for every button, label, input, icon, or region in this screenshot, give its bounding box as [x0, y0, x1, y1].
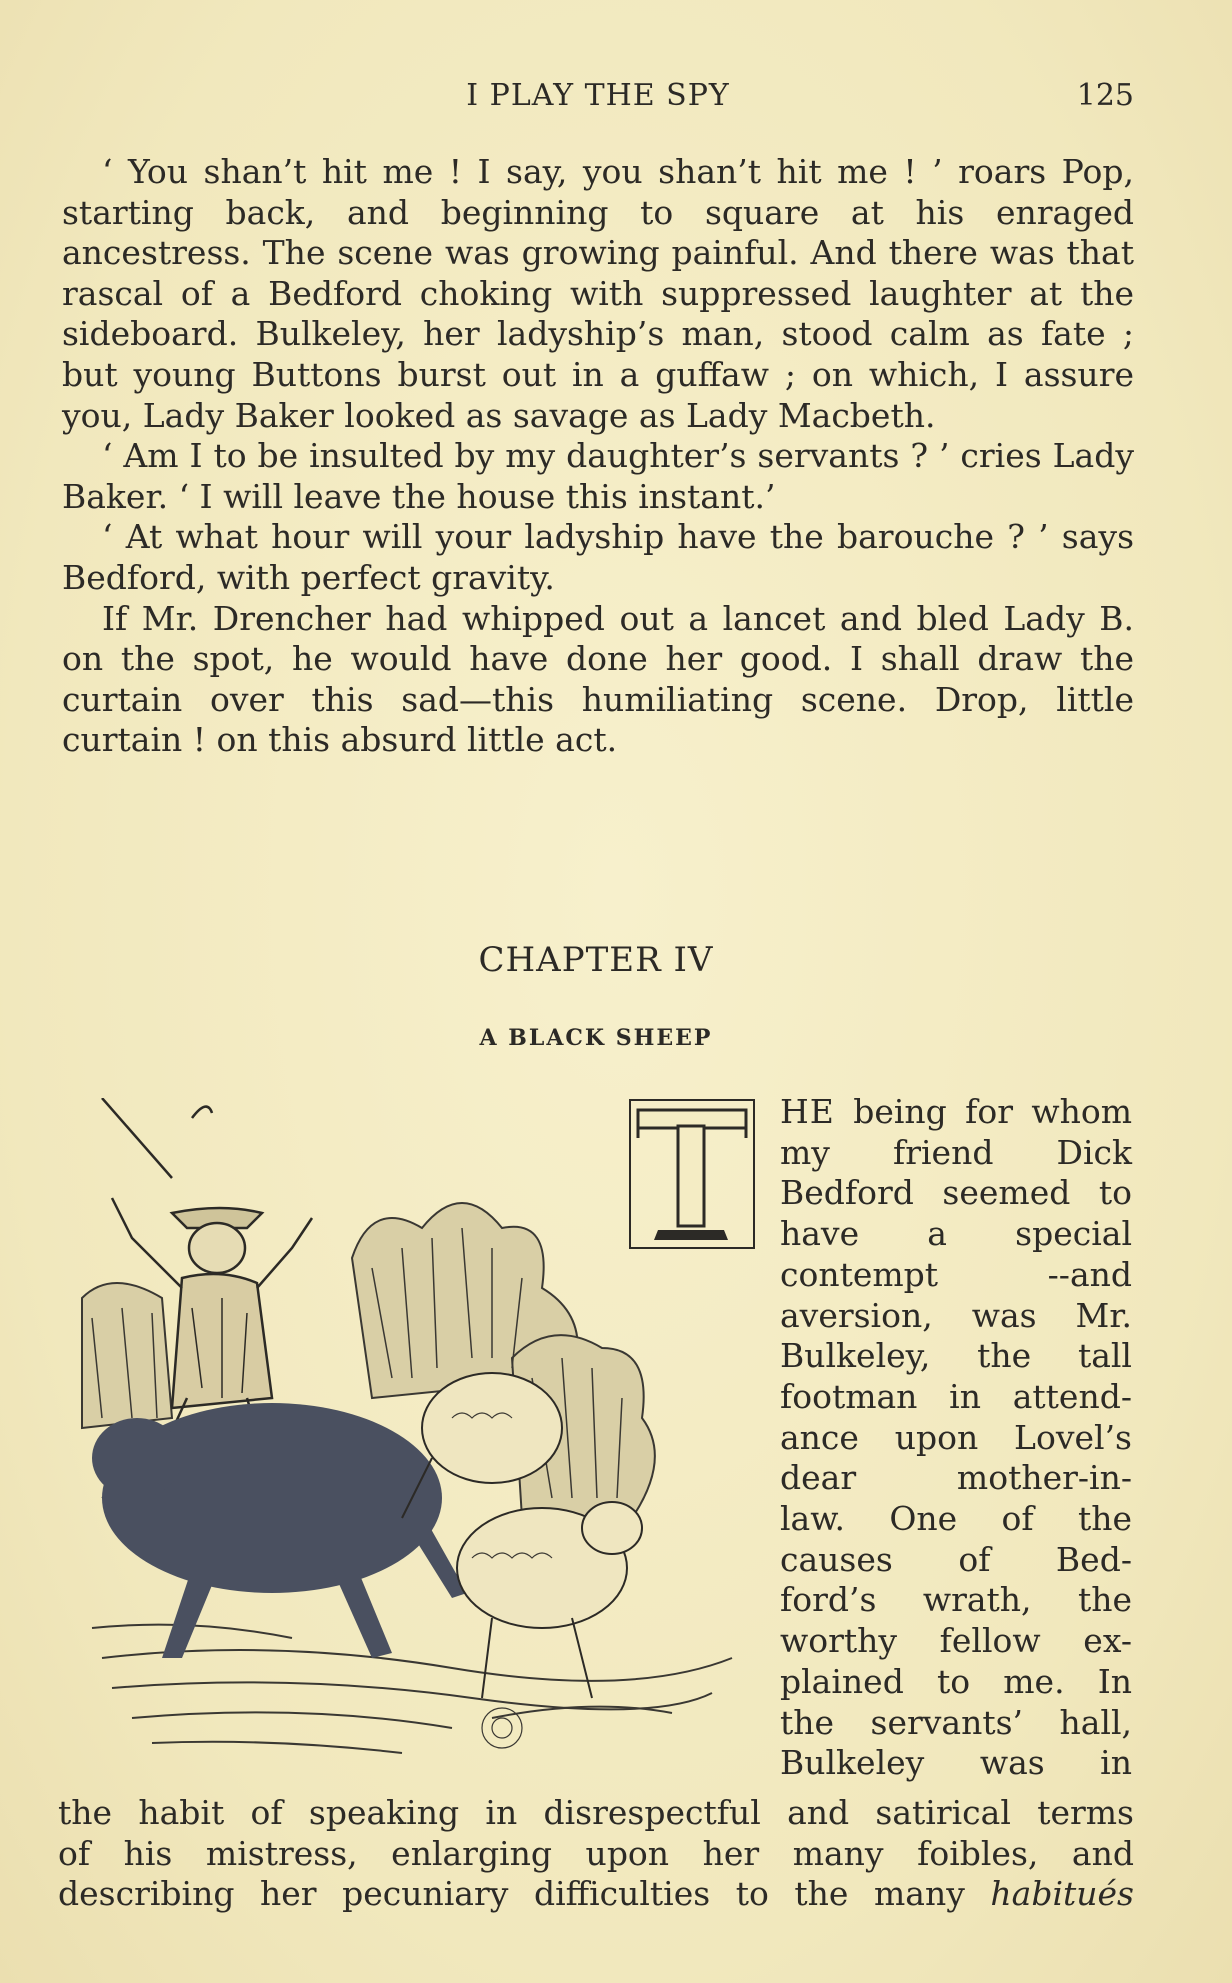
- side-line: Bulkeley was in: [780, 1743, 1132, 1783]
- black-sheep: [92, 1403, 467, 1658]
- side-line: plained to me. In: [780, 1661, 1132, 1701]
- side-line: footman in attend-: [780, 1376, 1132, 1416]
- side-line: Bedford seemed to: [780, 1173, 1132, 1213]
- side-line: contempt --and: [780, 1254, 1132, 1294]
- side-line: worthy fellow ex-: [780, 1621, 1132, 1661]
- paragraph: ‘ You shan’t hit me ! I say, you shan’t hit me ! ’ roars Pop, starting back, and beginning to square at his enraged ancestress. The scene was growing painful. And there was that rascal of a Bedford choking with suppressed laughter at the sideboard. Bulkeley, her ladyship’s man, stood calm as fate ; but young Buttons burst out in a guffaw ; on which, I assure you, Lady Baker looked as savage as Lady Macbeth.: [62, 152, 1134, 435]
- bottom-line: of his mistress, enlarging upon her many foibles, and: [58, 1833, 1134, 1873]
- bottom-line-last: describing her pecuniary difficulties to the many habitués: [58, 1874, 1134, 1914]
- side-line: the servants’ hall,: [780, 1702, 1132, 1742]
- paragraph: ‘ Am I to be insulted by my daughter’s servants ? ’ cries Lady Baker. ‘ I will leave the house this instant.’: [62, 436, 1134, 516]
- side-line: Bulkeley, the tall: [780, 1336, 1132, 1376]
- side-line: ance upon Lovel’s: [780, 1417, 1132, 1457]
- drop-cap-rest: HE: [780, 1092, 835, 1131]
- italic-word: habitués: [990, 1874, 1134, 1914]
- side-line-first: HE being for whom: [780, 1092, 1132, 1131]
- paragraph: If Mr. Drencher had whipped out a lancet and bled Lady B. on the spot, he would have done her good. I shall draw the curtain over this sad—this humiliating scene. Drop, little curtain ! on this absurd little act.: [62, 598, 1134, 760]
- page-number: 125: [1076, 78, 1134, 113]
- body-text: [62, 152, 1134, 761]
- running-head: [62, 78, 1134, 118]
- side-line: ford’s wrath, the: [780, 1580, 1132, 1620]
- bottom-text: [58, 1793, 1134, 1915]
- side-line: causes of Bed-: [780, 1539, 1132, 1579]
- side-line: my friend Dick: [780, 1132, 1132, 1172]
- drop-cap: [628, 1098, 756, 1250]
- side-line: law. One of the: [780, 1499, 1132, 1539]
- chapter-subtitle: A BLACK SHEEP: [479, 1025, 713, 1051]
- chapter-heading: CHAPTER IV: [478, 940, 714, 980]
- bottom-line: the habit of speaking in disrespectful and satirical terms: [58, 1793, 1134, 1832]
- side-text-column: [780, 1092, 1132, 1784]
- side-line: have a special: [780, 1214, 1132, 1254]
- drop-cap-letter: T: [628, 1098, 629, 1099]
- running-title: I PLAY THE SPY: [466, 78, 730, 113]
- side-line: aversion, was Mr.: [780, 1295, 1132, 1335]
- paragraph: ‘ At what hour will your ladyship have the barouche ? ’ says Bedford, with perfect gravity.: [62, 517, 1134, 597]
- side-line: dear mother-in-: [780, 1458, 1132, 1498]
